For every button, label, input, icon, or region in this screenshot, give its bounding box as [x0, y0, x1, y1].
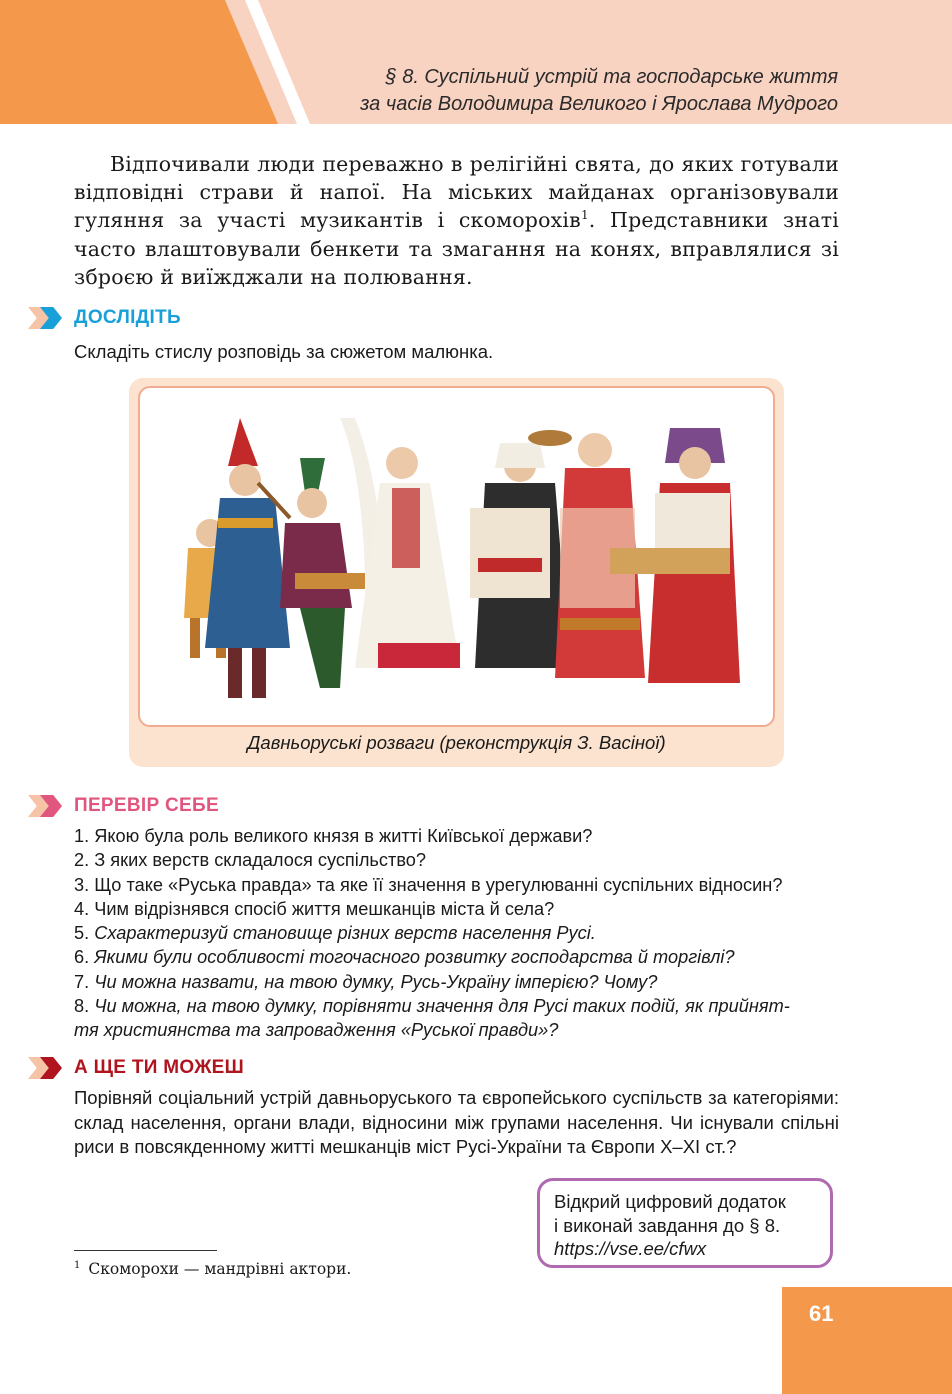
- explore-heading: [28, 306, 181, 330]
- intro-paragraph: [74, 150, 839, 291]
- intro-text-after: . Представники знаті часто влаштовували бенкети та змагання на конях, вправлялися зі зброєю й виїжджали на полювання.: [74, 208, 840, 289]
- more-text: Порівняй соціальний устрій давньоруського та європейського суспільств за категоріями: склад населення, органи влади, відносини між групами населення. Чи існували спільні риси в повсякденному житті мешканців міст Русі-України та Європи X–XI ст.?: [74, 1087, 839, 1157]
- explore-title: ДОСЛІДІТЬ: [74, 307, 181, 328]
- figure-gusli-player: [280, 458, 365, 688]
- check-heading: [28, 794, 219, 818]
- question-item: 7. Чи можна назвати, на твою думку, Русь-Україну імперією? Чому?: [74, 971, 658, 992]
- page-number-tab: [782, 1287, 952, 1394]
- question-item: 4. Чим відрізнявся спосіб життя мешканців міста й села?: [74, 898, 555, 919]
- check-title: ПЕРЕВІР СЕБЕ: [74, 795, 219, 816]
- digital-line2: і виконай завдання до § 8.: [554, 1214, 781, 1236]
- digital-link[interactable]: https://vse.ee/cfwx: [554, 1238, 707, 1259]
- more-title: А ЩЕ ТИ МОЖЕШ: [74, 1057, 245, 1078]
- question-item: 3. Що таке «Руська правда» та яке її значення в урегулюванні суспільних відносин?: [74, 874, 783, 895]
- chevron-icon: [28, 307, 72, 329]
- intro-text: Відпочивали люди переважно в релігійні свята, до яких готували відповідні страви й напої. На міських майданах організовували гуляння за участі музикантів і скоморохів: [74, 152, 839, 233]
- footnote-divider: [74, 1250, 217, 1251]
- question-item: 8. Чи можна, на твою думку, порівняти значення для Русі таких подій, як прийнят- тя християнства та запровадження «Руської правди»?: [74, 996, 790, 1041]
- header-title-line1: § 8. Суспільний устрій та господарське життя: [385, 66, 838, 88]
- page-number: 61: [809, 1301, 834, 1326]
- digital-line1: Відкрий цифровий додаток: [554, 1191, 786, 1212]
- header-title-line2: за часів Володимира Великого і Ярослава Мудрого: [360, 93, 838, 115]
- more-heading: [28, 1056, 244, 1080]
- explore-text: Складіть стислу розповідь за сюжетом малюнка.: [74, 341, 494, 362]
- digital-resource-box[interactable]: [537, 1178, 833, 1268]
- question-item: 2. З яких верств складалося суспільство?: [74, 850, 427, 871]
- questions-list: [74, 824, 844, 1043]
- figure-illustration: [138, 386, 775, 727]
- page-header-title: [360, 64, 838, 118]
- chevron-icon: [28, 795, 72, 817]
- figure-dancer-white: [340, 418, 460, 668]
- figure-woman-kerchief: [470, 443, 570, 668]
- question-item: 5. Схарактеризуй становище різних верств населення Русі.: [74, 923, 596, 944]
- footnote-ref: 1: [580, 208, 589, 223]
- question-item: 6. Якими були особливості тогочасного розвитку господарства й торгівлі?: [74, 947, 735, 968]
- question-item: 1. Якою була роль великого князя в житті Київської держави?: [74, 826, 593, 846]
- chevron-icon: [28, 1057, 72, 1079]
- figure-caption: Давньоруські розваги (реконструкція З. Васіної): [247, 732, 666, 753]
- footnote: $^1$ Скоморохи — мандрівні актори.: [74, 1260, 352, 1279]
